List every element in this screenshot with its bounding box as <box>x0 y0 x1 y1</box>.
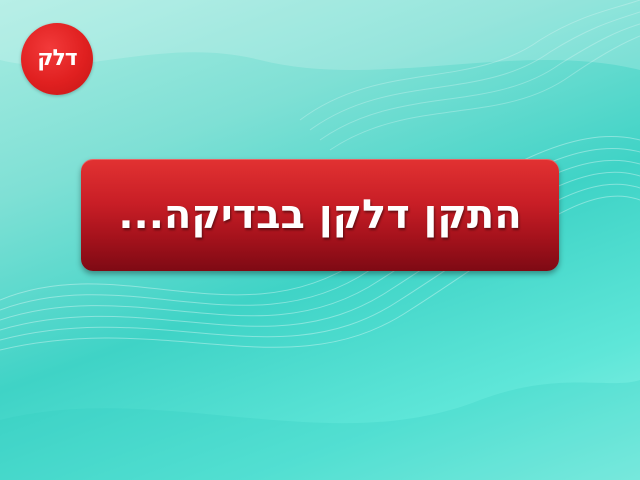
status-message: התקן דלקן בבדיקה... <box>118 192 522 238</box>
status-banner <box>81 159 559 271</box>
delek-logo <box>21 23 93 95</box>
logo-text: דלק <box>37 45 77 71</box>
